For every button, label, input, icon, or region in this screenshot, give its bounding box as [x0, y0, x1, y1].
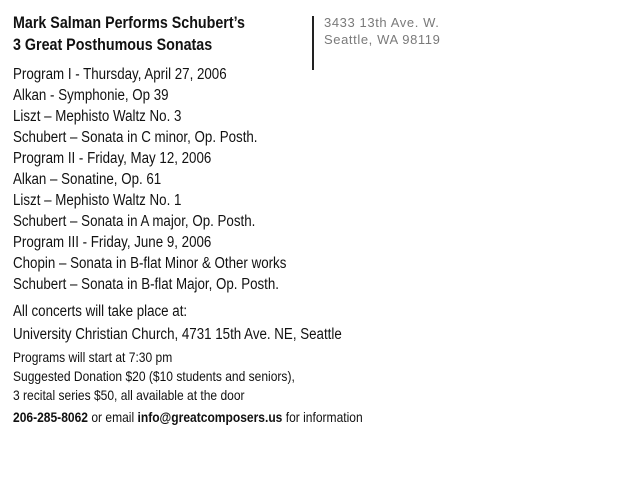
address-street: 3433 13th Ave. W.	[324, 15, 440, 30]
title-line-2: 3 Great Posthumous Sonatas	[13, 35, 213, 54]
contact-or-email: or email	[87, 409, 138, 425]
program-work: Alkan - Symphonie, Op 39	[13, 87, 169, 104]
return-address	[324, 14, 440, 48]
program-work: Schubert – Sonata in A major, Op. Posth.	[13, 213, 256, 230]
program-3	[13, 232, 286, 295]
title-line-1: Mark Salman Performs Schubert’s	[13, 13, 246, 32]
program-work: Schubert – Sonata in B-flat Major, Op. Posth.	[13, 276, 280, 293]
email-address[interactable]: info@greatcomposers.us	[137, 409, 283, 425]
start-time: Programs will start at 7:30 pm	[13, 349, 173, 365]
page-title	[13, 12, 245, 56]
program-heading: Program I - Thursday, April 27, 2006	[13, 66, 227, 83]
contact-line	[13, 408, 363, 427]
program-work: Liszt – Mephisto Waltz No. 3	[13, 108, 182, 125]
address-city: Seattle, WA 98119	[324, 32, 441, 47]
venue-location: University Christian Church, 4731 15th Ave. NE, Seattle	[13, 326, 342, 343]
program-work: Schubert – Sonata in C minor, Op. Posth.	[13, 129, 258, 146]
program-work: Chopin – Sonata in B-flat Minor & Other works	[13, 255, 287, 272]
info-block	[13, 348, 295, 405]
program-work: Alkan – Sonatine, Op. 61	[13, 171, 162, 188]
venue-intro: All concerts will take place at:	[13, 303, 188, 320]
phone-number: 206-285-8062	[13, 409, 88, 425]
program-work: Liszt – Mephisto Waltz No. 1	[13, 192, 182, 209]
donation-line-2: 3 recital series $50, all available at the door	[13, 387, 245, 403]
program-1	[13, 64, 258, 148]
program-heading: Program III - Friday, June 9, 2006	[13, 234, 212, 251]
program-2	[13, 148, 255, 232]
vertical-divider	[312, 16, 314, 70]
contact-suffix: for information	[282, 409, 363, 425]
venue-block	[13, 300, 342, 346]
donation-line-1: Suggested Donation $20 ($10 students and seniors),	[13, 368, 295, 384]
program-heading: Program II - Friday, May 12, 2006	[13, 150, 212, 167]
